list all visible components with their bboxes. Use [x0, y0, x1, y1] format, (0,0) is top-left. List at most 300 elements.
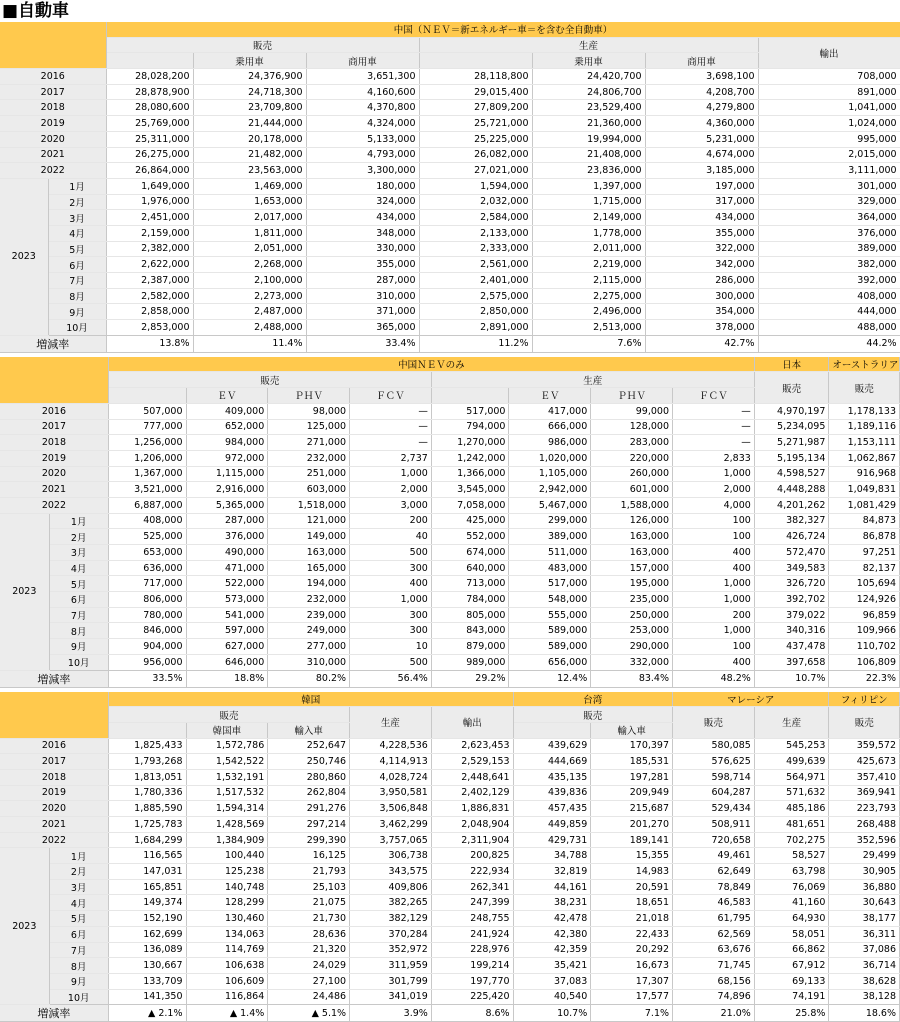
- value-cell: —: [350, 435, 432, 451]
- change-rate-cell: ▲ 5.1%: [268, 1005, 350, 1022]
- year-label: 2022: [0, 163, 106, 179]
- change-rate-label: 増減率: [0, 1005, 108, 1022]
- value-cell: 1,594,000: [419, 178, 532, 194]
- value-cell: 2,942,000: [509, 482, 591, 498]
- value-cell: 44,161: [513, 879, 591, 895]
- korea-sales-total-header: [108, 722, 186, 738]
- value-cell: 1,366,000: [431, 466, 509, 482]
- table-row: [0, 879, 900, 895]
- value-cell: 25,721,000: [419, 116, 532, 132]
- value-cell: 15,355: [591, 848, 673, 864]
- value-cell: —: [673, 419, 755, 435]
- value-cell: 471,000: [186, 560, 268, 576]
- value-cell: 1,020,000: [509, 450, 591, 466]
- change-rate-cell: 42.7%: [645, 335, 758, 352]
- month-label: 4月: [49, 560, 108, 576]
- value-cell: 4,160,600: [306, 84, 419, 100]
- value-cell: 23,709,800: [193, 100, 306, 116]
- value-cell: 63,676: [673, 942, 755, 958]
- value-cell: 1,813,051: [108, 769, 186, 785]
- value-cell: 341,019: [350, 989, 432, 1005]
- value-cell: 189,141: [591, 832, 673, 848]
- value-cell: 149,000: [268, 529, 350, 545]
- value-cell: 500: [350, 654, 432, 670]
- change-rate-cell: 44.2%: [758, 335, 900, 352]
- value-cell: 124,926: [829, 592, 900, 608]
- value-cell: 444,669: [513, 754, 591, 770]
- value-cell: 297,214: [268, 817, 350, 833]
- production-passenger-header: 乗用車: [532, 53, 645, 69]
- value-cell: 239,000: [268, 607, 350, 623]
- change-rate-cell: 56.4%: [350, 670, 432, 687]
- value-cell: 439,836: [513, 785, 591, 801]
- table-row: [0, 545, 900, 561]
- value-cell: 4,970,197: [754, 403, 829, 419]
- value-cell: 162,699: [108, 926, 186, 942]
- value-cell: 349,583: [754, 560, 829, 576]
- value-cell: 10: [350, 639, 432, 655]
- value-cell: 40,540: [513, 989, 591, 1005]
- value-cell: 5,234,095: [754, 419, 829, 435]
- year-label: 2020: [0, 801, 108, 817]
- value-cell: 277,000: [268, 639, 350, 655]
- value-cell: 22,433: [591, 926, 673, 942]
- value-cell: 1,000: [673, 592, 755, 608]
- value-cell: 1,793,268: [108, 754, 186, 770]
- taiwan-imported-header: 輸入車: [591, 722, 673, 738]
- taiwan-sales-total-header: [513, 722, 591, 738]
- value-cell: 24,486: [268, 989, 350, 1005]
- value-cell: 3,545,000: [431, 482, 509, 498]
- value-cell: 6,887,000: [108, 497, 186, 513]
- value-cell: 2,833: [673, 450, 755, 466]
- philippines-header: フィリピン: [829, 692, 900, 707]
- month-label: 3月: [49, 545, 108, 561]
- month-label: 9月: [49, 639, 108, 655]
- change-rate-cell: 8.6%: [431, 1005, 513, 1022]
- taiwan-header: 台湾: [513, 692, 672, 707]
- value-cell: 1,242,000: [431, 450, 509, 466]
- value-cell: 916,968: [829, 466, 900, 482]
- change-rate-cell: 33.4%: [306, 335, 419, 352]
- table-row: [0, 163, 900, 179]
- value-cell: 777,000: [108, 419, 186, 435]
- value-cell: 434,000: [645, 210, 758, 226]
- table-row: [0, 304, 900, 320]
- korea-domestic-header: 韓国車: [186, 722, 268, 738]
- value-cell: 165,000: [268, 560, 350, 576]
- month-label: 7月: [49, 942, 108, 958]
- month-label: 9月: [49, 973, 108, 989]
- value-cell: 20,178,000: [193, 131, 306, 147]
- change-rate-cell: 3.9%: [350, 1005, 432, 1022]
- value-cell: 5,195,134: [754, 450, 829, 466]
- value-cell: 28,028,200: [106, 69, 193, 85]
- value-cell: 128,299: [186, 895, 268, 911]
- value-cell: 2,853,000: [106, 320, 193, 336]
- value-cell: 364,000: [758, 210, 900, 226]
- value-cell: 260,000: [591, 466, 673, 482]
- table-row: [0, 1005, 900, 1022]
- value-cell: 1,725,783: [108, 817, 186, 833]
- nev-sales-header: 販売: [108, 372, 431, 388]
- value-cell: 640,000: [431, 560, 509, 576]
- month-label: 5月: [49, 576, 108, 592]
- value-cell: 26,082,000: [419, 147, 532, 163]
- table-row: [0, 654, 900, 670]
- value-cell: 369,941: [829, 785, 900, 801]
- value-cell: 116,864: [186, 989, 268, 1005]
- value-cell: 23,529,400: [532, 100, 645, 116]
- value-cell: 38,231: [513, 895, 591, 911]
- value-cell: 200: [350, 513, 432, 529]
- month-label: 8月: [49, 623, 108, 639]
- value-cell: 133,709: [108, 973, 186, 989]
- value-cell: 86,878: [829, 529, 900, 545]
- value-cell: 24,420,700: [532, 69, 645, 85]
- value-cell: 2,891,000: [419, 320, 532, 336]
- value-cell: 130,667: [108, 958, 186, 974]
- value-cell: 378,000: [645, 320, 758, 336]
- value-cell: 2,561,000: [419, 257, 532, 273]
- year-label: 2017: [0, 754, 108, 770]
- value-cell: 322,000: [645, 241, 758, 257]
- change-rate-cell: 83.4%: [591, 670, 673, 687]
- value-cell: 36,311: [829, 926, 900, 942]
- table-row: [0, 210, 900, 226]
- value-cell: —: [350, 419, 432, 435]
- change-rate-label: 増減率: [0, 670, 108, 687]
- value-cell: 35,421: [513, 958, 591, 974]
- value-cell: 2,513,000: [532, 320, 645, 336]
- value-cell: 200: [673, 607, 755, 623]
- value-cell: 74,191: [754, 989, 829, 1005]
- value-cell: 2,051,000: [193, 241, 306, 257]
- table-row: [0, 639, 900, 655]
- table-row: [0, 832, 900, 848]
- value-cell: 3,462,299: [350, 817, 432, 833]
- value-cell: 499,639: [754, 754, 829, 770]
- value-cell: 330,000: [306, 241, 419, 257]
- table-row: [0, 466, 900, 482]
- value-cell: 1,062,867: [829, 450, 900, 466]
- value-cell: 444,000: [758, 304, 900, 320]
- production-commercial-header: 商用車: [645, 53, 758, 69]
- value-cell: 30,643: [829, 895, 900, 911]
- value-cell: 66,862: [754, 942, 829, 958]
- value-cell: 417,000: [509, 403, 591, 419]
- value-cell: 26,864,000: [106, 163, 193, 179]
- export-header: 輸出: [758, 37, 900, 68]
- value-cell: 1,780,336: [108, 785, 186, 801]
- value-cell: 67,912: [754, 958, 829, 974]
- table-row: [0, 513, 900, 529]
- value-cell: 24,376,900: [193, 69, 306, 85]
- value-cell: 310,000: [268, 654, 350, 670]
- value-cell: 517,000: [509, 576, 591, 592]
- value-cell: 571,632: [754, 785, 829, 801]
- table-row: [0, 69, 900, 85]
- value-cell: 379,022: [754, 607, 829, 623]
- year-label: 2016: [0, 403, 108, 419]
- korea-imported-header: 輸入車: [268, 722, 350, 738]
- value-cell: 4,793,000: [306, 147, 419, 163]
- value-cell: 972,000: [186, 450, 268, 466]
- value-cell: 4,000: [673, 497, 755, 513]
- value-cell: 49,461: [673, 848, 755, 864]
- value-cell: 2,529,153: [431, 754, 513, 770]
- value-cell: 300: [350, 623, 432, 639]
- value-cell: 2,000: [673, 482, 755, 498]
- value-cell: 1,000: [350, 592, 432, 608]
- value-cell: 400: [350, 576, 432, 592]
- value-cell: 20,591: [591, 879, 673, 895]
- value-cell: 185,531: [591, 754, 673, 770]
- value-cell: 507,000: [108, 403, 186, 419]
- value-cell: 780,000: [108, 607, 186, 623]
- value-cell: 36,880: [829, 879, 900, 895]
- value-cell: 348,000: [306, 225, 419, 241]
- value-cell: 636,000: [108, 560, 186, 576]
- value-cell: 1,115,000: [186, 466, 268, 482]
- table-row: [0, 989, 900, 1005]
- value-cell: 437,478: [754, 639, 829, 655]
- value-cell: 2,487,000: [193, 304, 306, 320]
- value-cell: 69,133: [754, 973, 829, 989]
- value-cell: 38,628: [829, 973, 900, 989]
- value-cell: 121,000: [268, 513, 350, 529]
- value-cell: 4,228,536: [350, 738, 432, 754]
- value-cell: 215,687: [591, 801, 673, 817]
- value-cell: 130,460: [186, 911, 268, 927]
- value-cell: 25,311,000: [106, 131, 193, 147]
- value-cell: 1,885,590: [108, 801, 186, 817]
- value-cell: 78,849: [673, 879, 755, 895]
- value-cell: 4,114,913: [350, 754, 432, 770]
- change-rate-cell: 10.7%: [754, 670, 829, 687]
- change-rate-cell: 12.4%: [509, 670, 591, 687]
- value-cell: 28,636: [268, 926, 350, 942]
- korea-sales-header: 販売: [108, 707, 349, 723]
- value-cell: 21,075: [268, 895, 350, 911]
- value-cell: 409,806: [350, 879, 432, 895]
- value-cell: 601,000: [591, 482, 673, 498]
- value-cell: 382,129: [350, 911, 432, 927]
- value-cell: 627,000: [186, 639, 268, 655]
- year-label: 2021: [0, 147, 106, 163]
- value-cell: 576,625: [673, 754, 755, 770]
- value-cell: 3,506,848: [350, 801, 432, 817]
- value-cell: 126,000: [591, 513, 673, 529]
- value-cell: 100: [673, 513, 755, 529]
- value-cell: 1,825,433: [108, 738, 186, 754]
- value-cell: 29,015,400: [419, 84, 532, 100]
- value-cell: 27,809,200: [419, 100, 532, 116]
- value-cell: 324,000: [306, 194, 419, 210]
- value-cell: 290,000: [591, 639, 673, 655]
- value-cell: 389,000: [509, 529, 591, 545]
- value-cell: 434,000: [306, 210, 419, 226]
- taiwan-sales-header: 販売: [513, 707, 672, 723]
- value-cell: 674,000: [431, 545, 509, 561]
- year-label: 2019: [0, 450, 108, 466]
- value-cell: 253,000: [591, 623, 673, 639]
- value-cell: 170,397: [591, 738, 673, 754]
- value-cell: 342,000: [645, 257, 758, 273]
- value-cell: 222,934: [431, 864, 513, 880]
- value-cell: 16,125: [268, 848, 350, 864]
- value-cell: 1,024,000: [758, 116, 900, 132]
- value-cell: 25,769,000: [106, 116, 193, 132]
- value-cell: 2,311,904: [431, 832, 513, 848]
- table-row: [0, 895, 900, 911]
- value-cell: 1,041,000: [758, 100, 900, 116]
- table-row: [0, 623, 900, 639]
- value-cell: 449,859: [513, 817, 591, 833]
- value-cell: 3,651,300: [306, 69, 419, 85]
- value-cell: 989,000: [431, 654, 509, 670]
- value-cell: 201,270: [591, 817, 673, 833]
- value-cell: 5,467,000: [509, 497, 591, 513]
- nev-production-fcv-header: ＦＣＶ: [673, 388, 755, 404]
- table-row: [0, 288, 900, 304]
- change-rate-cell: 11.2%: [419, 335, 532, 352]
- table-row: [0, 450, 900, 466]
- value-cell: 548,000: [509, 592, 591, 608]
- value-cell: 1,153,111: [829, 435, 900, 451]
- value-cell: 2,488,000: [193, 320, 306, 336]
- value-cell: 397,658: [754, 654, 829, 670]
- value-cell: 1,469,000: [193, 178, 306, 194]
- value-cell: 1,049,831: [829, 482, 900, 498]
- value-cell: 37,086: [829, 942, 900, 958]
- value-cell: 220,000: [591, 450, 673, 466]
- value-cell: 199,214: [431, 958, 513, 974]
- value-cell: 2,149,000: [532, 210, 645, 226]
- value-cell: 597,000: [186, 623, 268, 639]
- value-cell: 180,000: [306, 178, 419, 194]
- value-cell: 40: [350, 529, 432, 545]
- japan-sales-header: 販売: [754, 372, 829, 403]
- table-row: [0, 848, 900, 864]
- value-cell: 42,359: [513, 942, 591, 958]
- value-cell: 439,629: [513, 738, 591, 754]
- table-row: [0, 754, 900, 770]
- change-rate-cell: 13.8%: [106, 335, 193, 352]
- month-label: 1月: [49, 513, 108, 529]
- value-cell: 147,031: [108, 864, 186, 880]
- value-cell: 2,575,000: [419, 288, 532, 304]
- value-cell: 545,253: [754, 738, 829, 754]
- value-cell: 301,799: [350, 973, 432, 989]
- value-cell: 2,159,000: [106, 225, 193, 241]
- value-cell: 21,408,000: [532, 147, 645, 163]
- value-cell: 3,111,000: [758, 163, 900, 179]
- value-cell: 17,307: [591, 973, 673, 989]
- value-cell: 7,058,000: [431, 497, 509, 513]
- value-cell: 340,316: [754, 623, 829, 639]
- value-cell: 96,859: [829, 607, 900, 623]
- value-cell: 250,746: [268, 754, 350, 770]
- malaysia-header: マレーシア: [673, 692, 829, 707]
- value-cell: 125,000: [268, 419, 350, 435]
- value-cell: 1,189,116: [829, 419, 900, 435]
- value-cell: 4,279,800: [645, 100, 758, 116]
- china-all-vehicles-table: [0, 22, 900, 353]
- value-cell: 163,000: [591, 545, 673, 561]
- value-cell: 1,397,000: [532, 178, 645, 194]
- value-cell: 382,265: [350, 895, 432, 911]
- nev-sales-ev-header: ＥＶ: [186, 388, 268, 404]
- value-cell: 286,000: [645, 273, 758, 289]
- value-cell: 25,103: [268, 879, 350, 895]
- month-label: 2月: [49, 529, 108, 545]
- value-cell: 355,000: [306, 257, 419, 273]
- year-label: 2016: [0, 738, 108, 754]
- year-2023-label: 2023: [0, 513, 49, 670]
- table-row: [0, 194, 900, 210]
- value-cell: 262,341: [431, 879, 513, 895]
- value-cell: 27,100: [268, 973, 350, 989]
- value-cell: 140,748: [186, 879, 268, 895]
- value-cell: 1,886,831: [431, 801, 513, 817]
- table-row: [0, 801, 900, 817]
- value-cell: 2,219,000: [532, 257, 645, 273]
- value-cell: 483,000: [509, 560, 591, 576]
- value-cell: 2,133,000: [419, 225, 532, 241]
- malaysia-production-header: 生産: [754, 707, 829, 738]
- value-cell: 249,000: [268, 623, 350, 639]
- value-cell: 326,720: [754, 576, 829, 592]
- value-cell: 717,000: [108, 576, 186, 592]
- value-cell: 580,085: [673, 738, 755, 754]
- sales-total-header: [106, 53, 193, 69]
- value-cell: 382,000: [758, 257, 900, 273]
- value-cell: 984,000: [186, 435, 268, 451]
- table-row: [0, 335, 900, 352]
- value-cell: 425,673: [829, 754, 900, 770]
- month-label: 2月: [48, 194, 106, 210]
- value-cell: 1,000: [350, 466, 432, 482]
- value-cell: 2,496,000: [532, 304, 645, 320]
- change-rate-cell: 10.7%: [513, 1005, 591, 1022]
- value-cell: 106,638: [186, 958, 268, 974]
- value-cell: 4,598,527: [754, 466, 829, 482]
- value-cell: 879,000: [431, 639, 509, 655]
- production-total-header: [419, 53, 532, 69]
- value-cell: 64,930: [754, 911, 829, 927]
- value-cell: 61,795: [673, 911, 755, 927]
- value-cell: 805,000: [431, 607, 509, 623]
- nev-production-header: 生産: [431, 372, 754, 388]
- value-cell: 21,482,000: [193, 147, 306, 163]
- value-cell: 400: [673, 654, 755, 670]
- value-cell: 195,000: [591, 576, 673, 592]
- value-cell: 71,745: [673, 958, 755, 974]
- value-cell: 301,000: [758, 178, 900, 194]
- table-row: [0, 958, 900, 974]
- value-cell: 310,000: [306, 288, 419, 304]
- nev-production-ev-header: ＥＶ: [509, 388, 591, 404]
- value-cell: 114,769: [186, 942, 268, 958]
- value-cell: 23,836,000: [532, 163, 645, 179]
- value-cell: 21,018: [591, 911, 673, 927]
- value-cell: 58,051: [754, 926, 829, 942]
- value-cell: 58,527: [754, 848, 829, 864]
- australia-header: オーストラリア: [829, 357, 900, 372]
- value-cell: 435,135: [513, 769, 591, 785]
- value-cell: 702,275: [754, 832, 829, 848]
